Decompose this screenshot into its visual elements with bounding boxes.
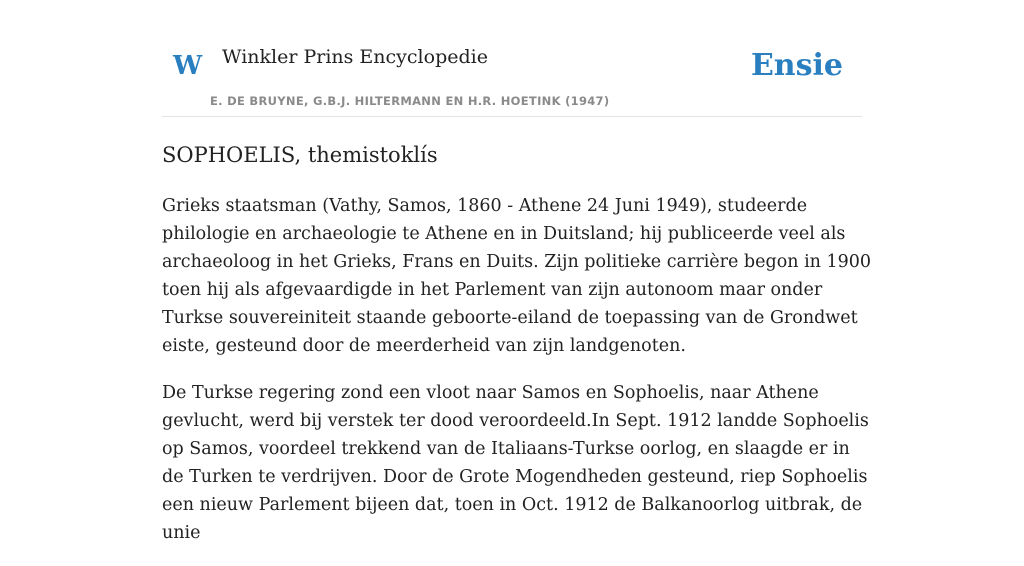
site-header — [162, 0, 862, 117]
source-title-link[interactable]: Winkler Prins Encyclopedie — [222, 46, 488, 68]
article — [162, 139, 874, 566]
article-paragraph: Grieks staatsman (Vathy, Samos, 1860 - Athene 24 Juni 1949), studeerde philologie en archaeologie te Athene en in Duitsland; hij publiceerde veel als archaeoloog in het Grieks, Frans en Duits. Zijn politieke carrière begon in 1900 toen hij als afgevaardigde in het Parlement van zijn autonoom maar onder Turkse souvereiniteit staande geboorte-eiland de toepassing van de Grondwet eiste, gesteund door de meerderheid van zijn landgenoten. — [162, 196, 872, 356]
article-title: SOPHOELIS, themistoklís — [162, 143, 438, 167]
ensie-brand-logo[interactable]: Ensie — [750, 48, 843, 83]
source-authors: E. DE BRUYNE, G.B.J. HILTERMANN EN H.R. HOETINK (1947) — [210, 94, 610, 108]
winkler-prins-logo-icon[interactable]: W — [173, 51, 203, 81]
article-paragraph: De Turkse regering zond een vloot naar Samos en Sophoelis, naar Athene gevlucht, werd bij verstek ter dood veroordeeld.In Sept. 1912 landde Sophoelis op Samos, voordeel trekkend van de Italiaans-Turkse oorlog, en slaagde er in de Turken te verdrijven. Door de Grote Mogendheden gesteund, riep Sophoelis een nieuw Parlement bijeen dat, toen in Oct. 1912 de Balkanoorlog uitbrak, de unie — [162, 383, 869, 543]
